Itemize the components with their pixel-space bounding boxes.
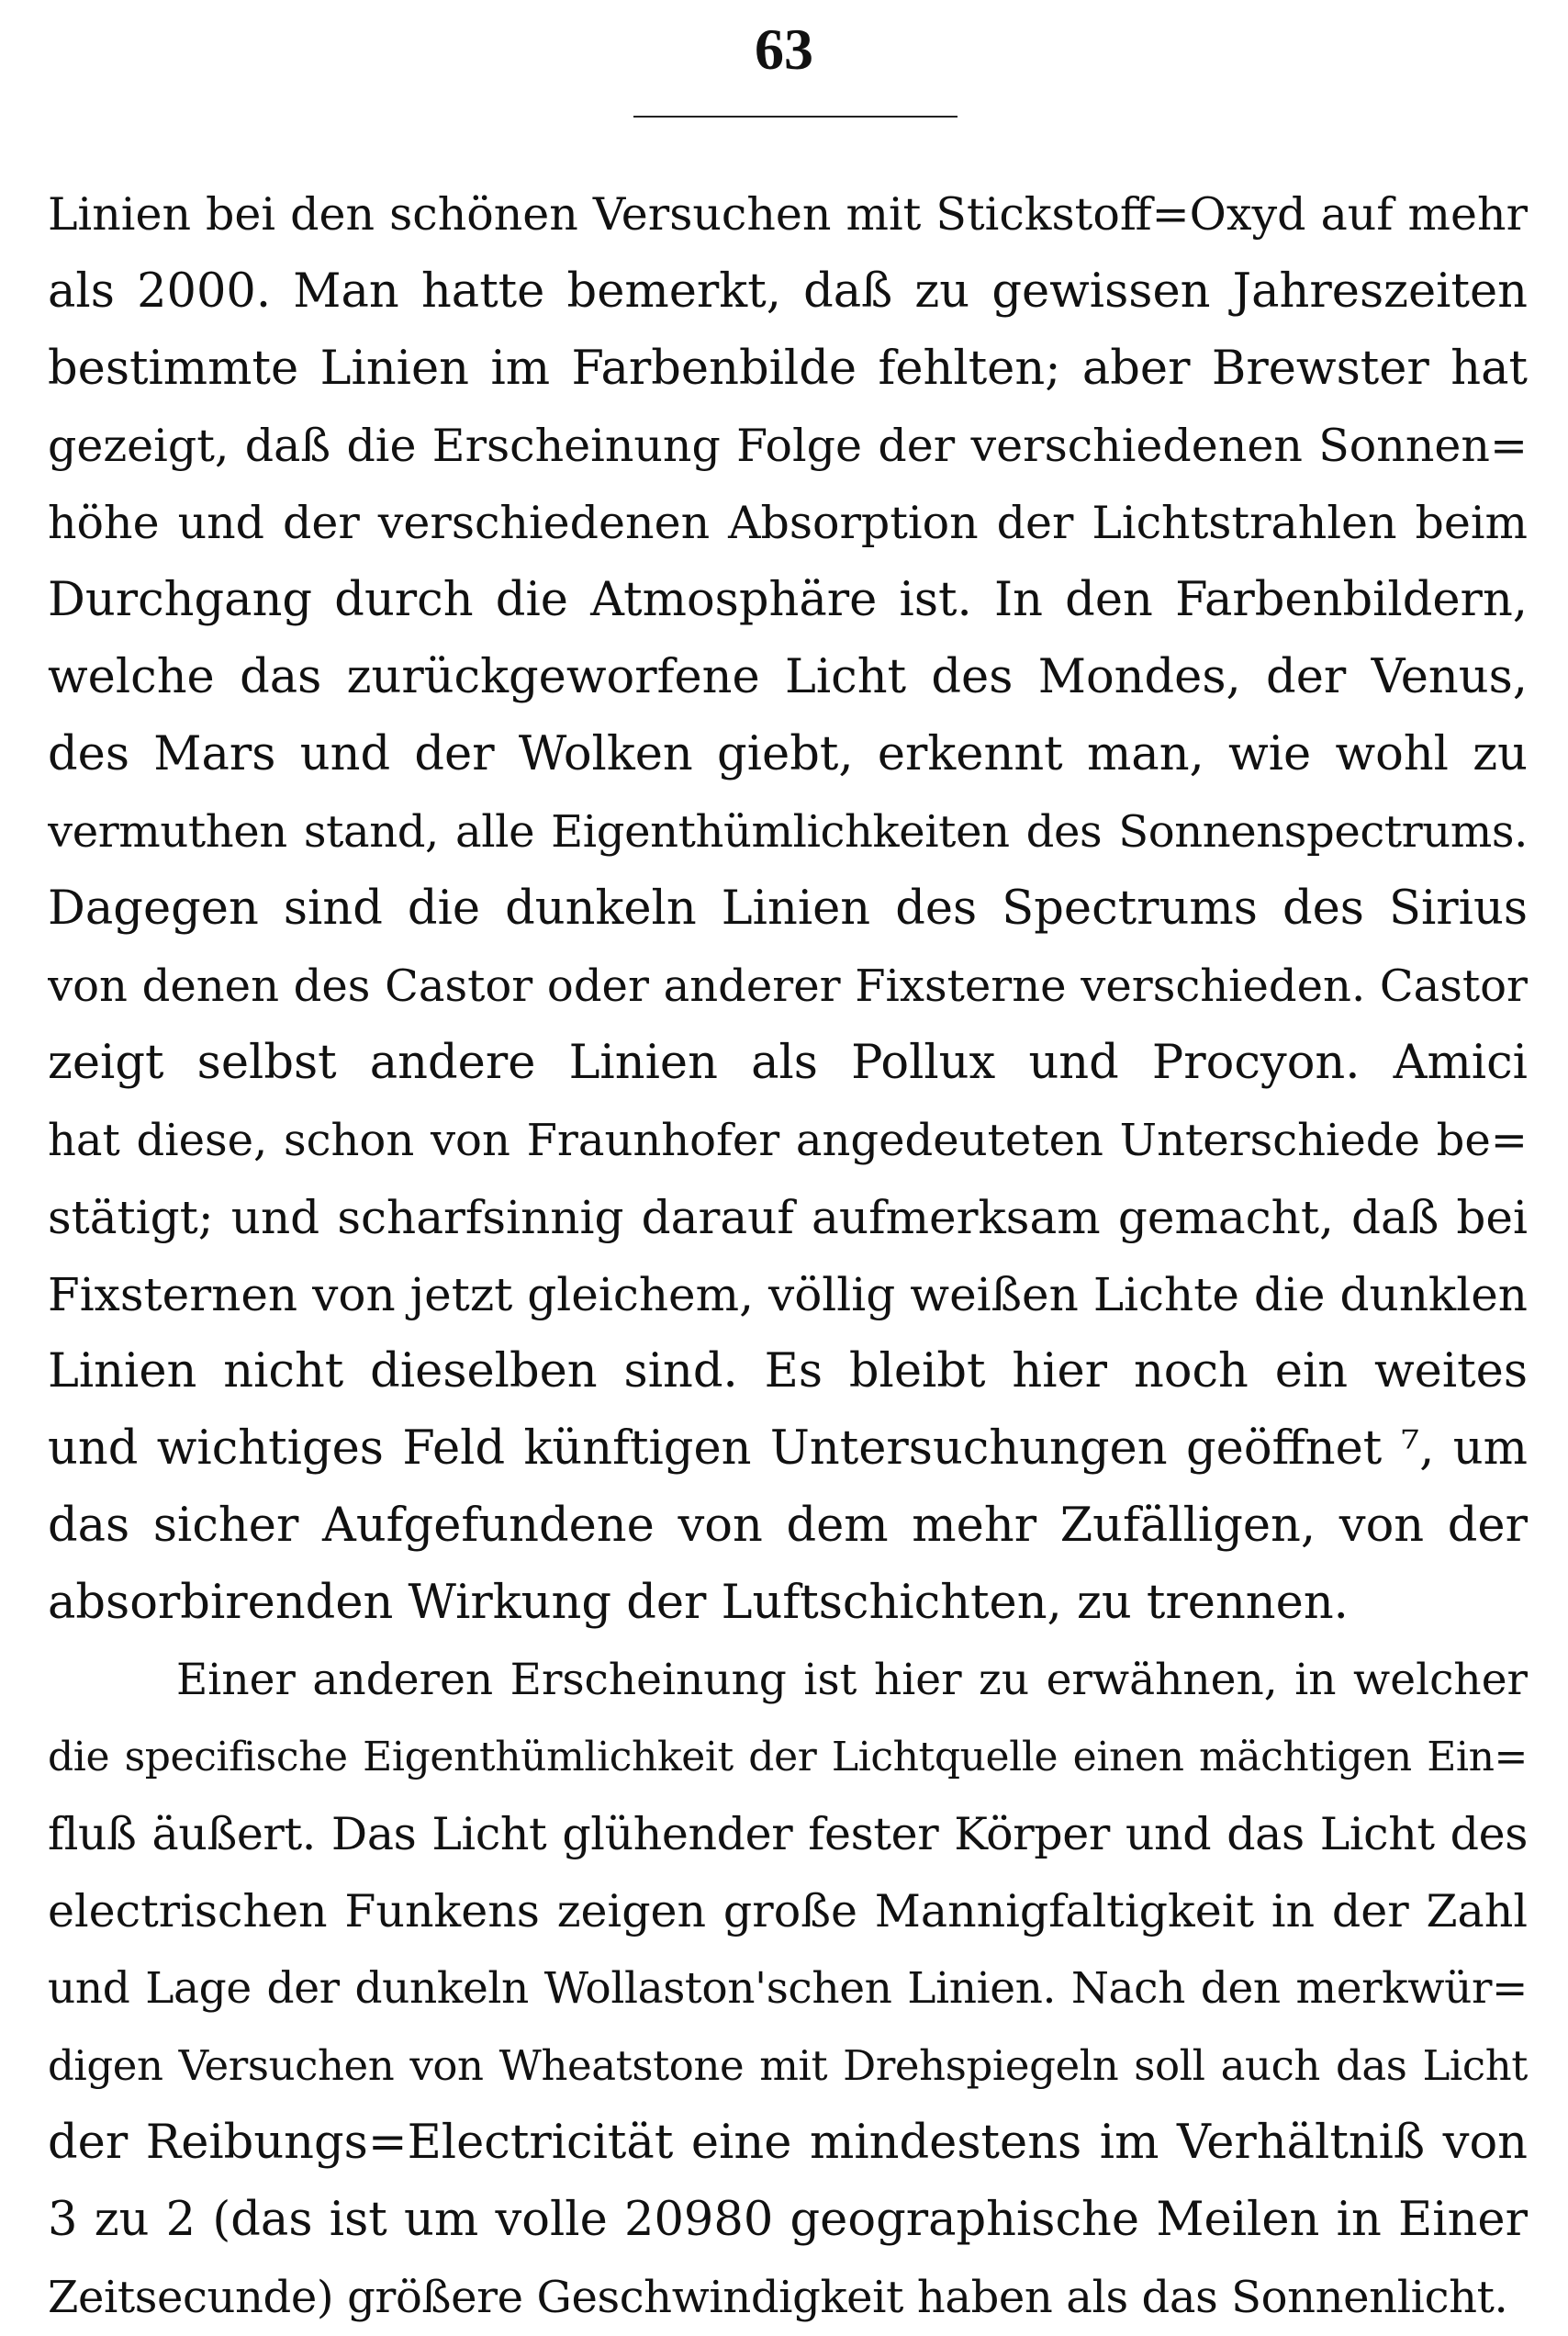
text-line: hat diese, schon von Fraunhofer angedeuteten Unterschiede be= (48, 1115, 1528, 1166)
paragraph-2 (48, 1642, 1528, 2336)
text-line: Einer anderen Erscheinung ist hier zu erwähnen, in welcher (176, 1655, 1528, 1705)
text-line: bestimmte Linien im Farbenbilde fehlten; aber Brewster hat (48, 342, 1528, 396)
text-line: das sicher Aufgefundene von dem mehr Zufälligen, von der (48, 1499, 1528, 1553)
text-line: höhe und der verschiedenen Absorption der Lichtstrahlen beim (48, 497, 1528, 549)
text-line: Durchgang durch die Atmosphäre ist. In den Farbenbildern, (48, 573, 1528, 627)
text-line: Linien nicht dieselben sind. Es bleibt hier noch ein weites (48, 1344, 1528, 1398)
text-line: digen Versuchen von Wheatstone mit Drehspiegeln soll auch das Licht (48, 2041, 1528, 2090)
text-line: stätigt; und scharfsinnig darauf aufmerksam gemacht, daß bei (48, 1191, 1528, 1244)
text-line: zeigt selbst andere Linien als Pollux und Procyon. Amici (48, 1036, 1528, 1090)
text-line: Dagegen sind die dunkeln Linien des Spectrums des Sirius (48, 882, 1528, 936)
text-line: der Reibungs=Electricität eine mindestens im Verhältniß von (48, 2116, 1528, 2170)
text-line: electrischen Funkens zeigen große Mannigfaltigkeit in der Zahl (48, 1885, 1528, 1937)
text-line: fluß äußert. Das Licht glühender fester Körper und das Licht des (48, 1808, 1528, 1860)
text-line: 3 zu 2 (das ist um volle 20980 geographische Meilen in Einer (48, 2193, 1528, 2247)
body-text (48, 176, 1528, 2336)
text-line: vermuthen stand, alle Eigenthümlichkeiten des Sonnenspectrums. (48, 806, 1528, 858)
header-rule (633, 116, 958, 118)
text-line: und wichtiges Feld künftigen Untersuchungen geöffnet ⁷, um (48, 1421, 1528, 1476)
text-line: von denen des Castor oder anderer Fixsterne verschieden. Castor (48, 960, 1528, 1012)
page-number: 63 (755, 17, 813, 82)
text-line: Fixsternen von jetzt gleichem, völlig weißen Lichte die dunklen (48, 1268, 1528, 1321)
text-line: die specifische Eigenthümlichkeit der Lichtquelle einen mächtigen Ein= (48, 1734, 1528, 1780)
text-line: und Lage der dunkeln Wollaston'schen Linien. Nach den merkwür= (48, 1963, 1528, 2014)
text-line: welche das zurückgeworfene Licht des Mondes, der Venus, (48, 650, 1528, 704)
text-line: als 2000. Man hatte bemerkt, daß zu gewissen Jahreszeiten (48, 264, 1528, 319)
text-line: Linien bei den schönen Versuchen mit Stickstoff=Oxyd auf mehr (48, 188, 1528, 241)
text-line: absorbirenden Wirkung der Luftschichten, zu trennen. (48, 1576, 1349, 1630)
text-line: des Mars und der Wolken giebt, erkennt man, wie wohl zu (48, 727, 1528, 781)
text-line: Zeitsecunde) größere Geschwindigkeit haben als das Sonnenlicht. (48, 2272, 1508, 2323)
text-line: gezeigt, daß die Erscheinung Folge der verschiedenen Sonnen= (48, 420, 1528, 472)
paragraph-1 (48, 176, 1528, 1642)
